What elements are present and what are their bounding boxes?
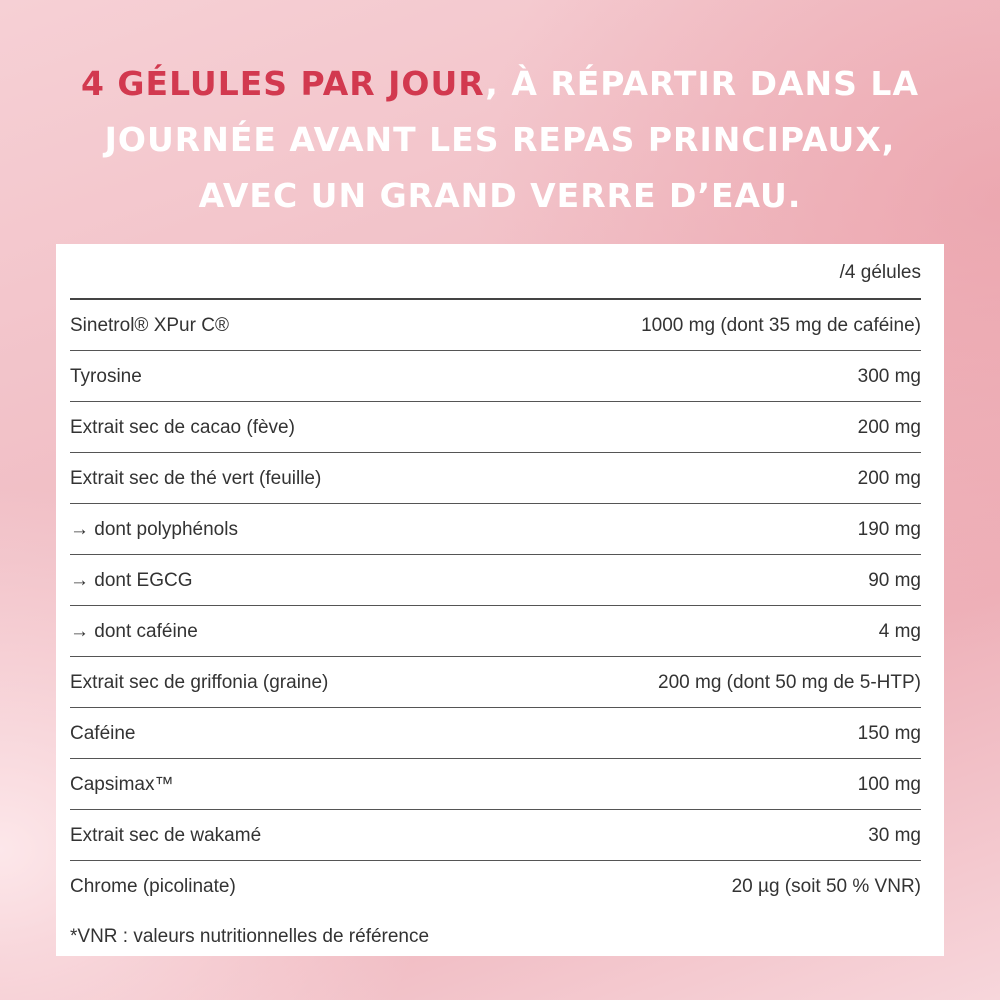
ingredient-name: → dont caféine (70, 621, 198, 642)
ingredient-amount: 90 mg (868, 570, 921, 591)
table-row (70, 606, 921, 657)
headline-line-3: AVEC UN GRAND VERRE D’EAU. (198, 176, 802, 215)
table-row (70, 453, 921, 504)
table-row (70, 504, 921, 555)
ingredient-amount: 190 mg (857, 519, 921, 540)
ingredient-amount: 200 mg (857, 468, 921, 489)
table-row (70, 351, 921, 402)
ingredient-name: Capsimax™ (70, 774, 174, 795)
headline-line-1 (40, 56, 960, 112)
ingredient-name: → dont EGCG (70, 570, 193, 591)
ingredient-amount: 20 µg (soit 50 % VNR) (731, 876, 921, 897)
table-row (70, 708, 921, 759)
table-row (70, 759, 921, 810)
ingredient-name: Extrait sec de thé vert (feuille) (70, 468, 322, 489)
table-row (70, 555, 921, 606)
ingredient-amount: 30 mg (868, 825, 921, 846)
ingredient-amount: 4 mg (878, 621, 921, 642)
ingredient-amount: 100 mg (857, 774, 921, 795)
ingredient-name: Extrait sec de wakamé (70, 825, 262, 846)
ingredient-amount: 1000 mg (dont 35 mg de caféine) (641, 315, 921, 336)
table-row (70, 810, 921, 861)
column-header-per-4-capsules: /4 gélules (839, 262, 921, 283)
vnr-footnote: *VNR : valeurs nutritionnelles de référence (70, 926, 430, 947)
ingredient-name: Tyrosine (70, 366, 142, 387)
headline-accent: 4 GÉLULES PAR JOUR (80, 64, 486, 103)
table-row (70, 402, 921, 453)
ingredient-amount: 200 mg (857, 417, 921, 438)
ingredient-amount: 200 mg (dont 50 mg de 5-HTP) (658, 672, 921, 693)
ingredient-amount: 150 mg (857, 723, 921, 744)
table-row (70, 300, 921, 351)
headline-line-1-rest: , À RÉPARTIR DANS LA (485, 64, 919, 103)
composition-table (70, 300, 921, 912)
ingredient-name: Extrait sec de griffonia (graine) (70, 672, 329, 693)
ingredient-amount: 300 mg (857, 366, 921, 387)
dosage-headline (40, 56, 960, 224)
headline-line-2: JOURNÉE AVANT LES REPAS PRINCIPAUX, (104, 120, 896, 159)
table-header (70, 244, 921, 300)
ingredient-name: → dont polyphénols (70, 519, 238, 540)
table-row (70, 861, 921, 912)
ingredient-name: Chrome (picolinate) (70, 876, 236, 897)
ingredient-name: Sinetrol® XPur C® (70, 315, 229, 336)
composition-panel (56, 244, 944, 956)
table-row (70, 657, 921, 708)
ingredient-name: Caféine (70, 723, 136, 744)
ingredient-name: Extrait sec de cacao (fève) (70, 417, 295, 438)
